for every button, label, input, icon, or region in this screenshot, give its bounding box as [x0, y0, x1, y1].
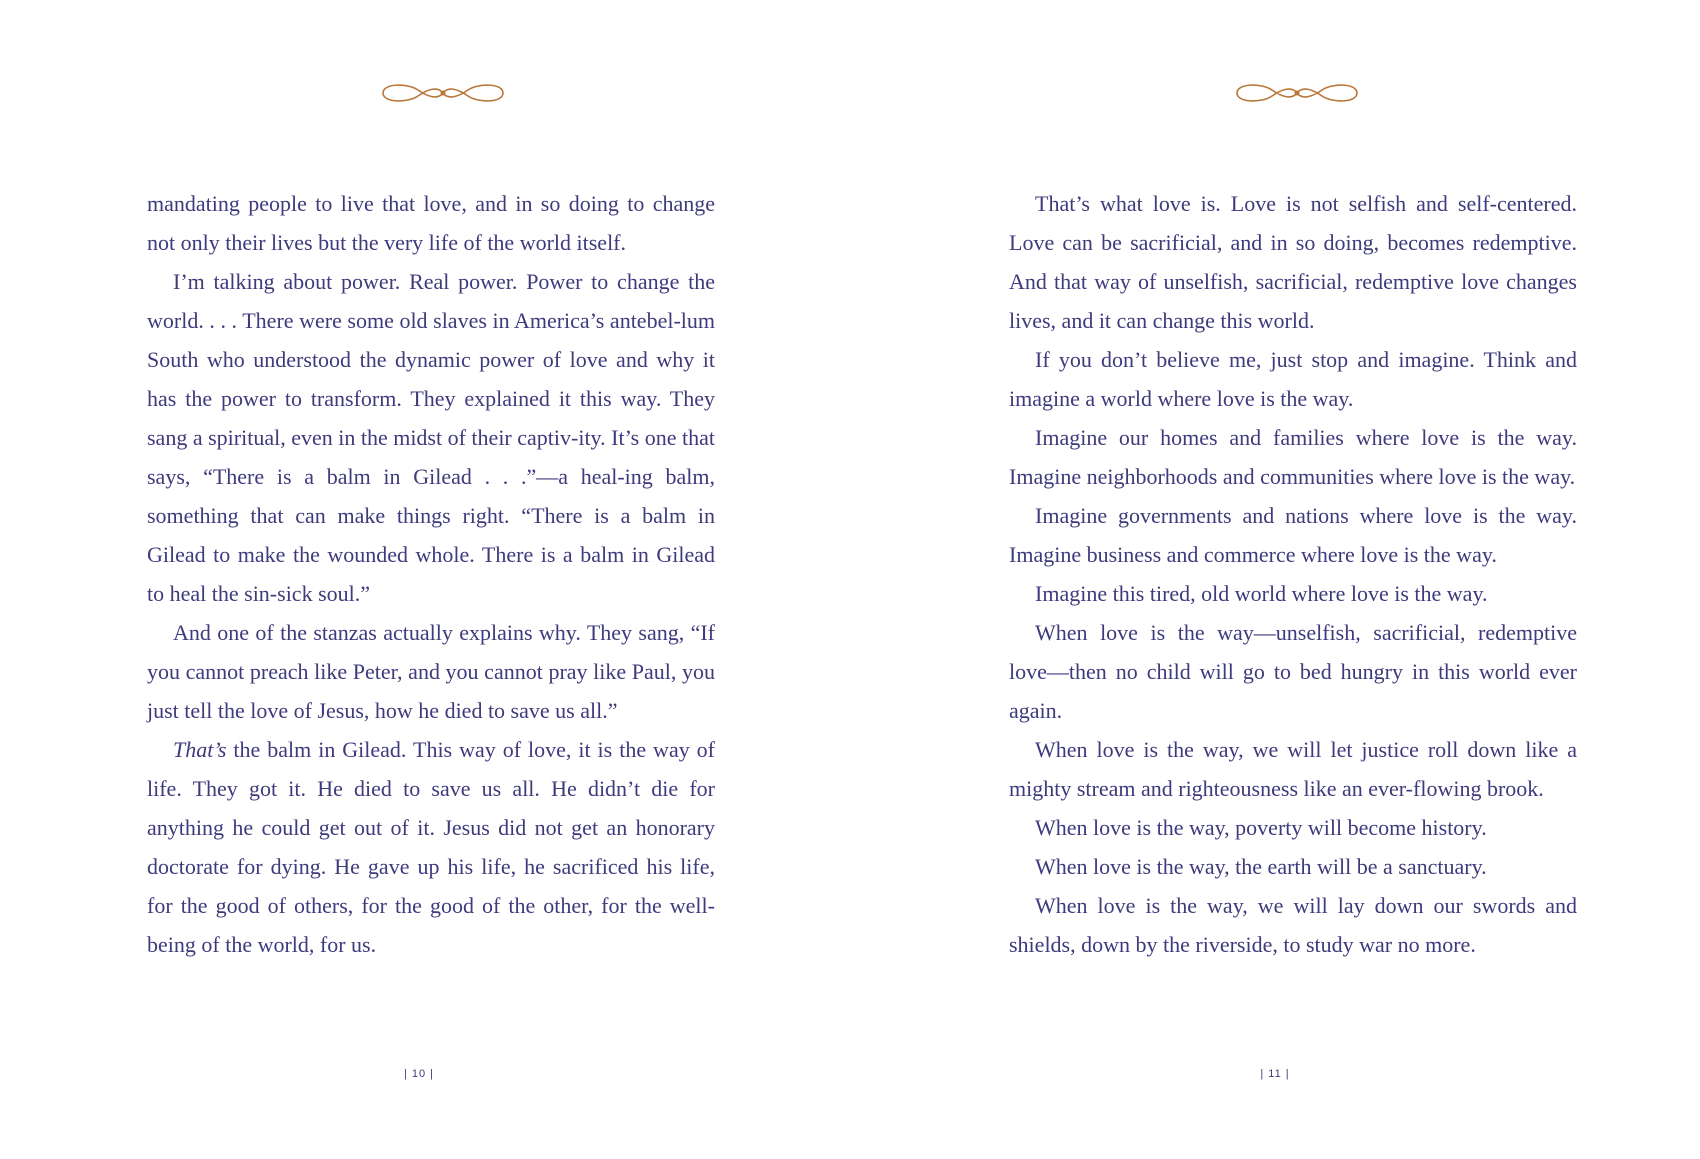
- paragraph-text: the balm in Gilead. This way of love, it is the way of life. They got it. He died to save us all. He didn’t die for anything he could get out of it. Jesus did not get an honorary doctorate for dying. He gave up his life, he sacrificed his life, for the good of others, for the good of the other, for the well-being of the world, for us.: [147, 737, 716, 957]
- paragraph: And one of the stanzas actually explains why. They sang, “If you cannot preach like Peter, and you cannot pray like Paul, you just tell the love of Jesus, how he died to save us all.”: [147, 620, 715, 723]
- paragraph: If you don’t believe me, just stop and imagine. Think and imagine a world where love is the way.: [1009, 347, 1577, 411]
- italic-lead: That’s: [173, 737, 227, 762]
- paragraph: Imagine this tired, old world where love is the way.: [1035, 581, 1488, 606]
- left-page-body: [147, 184, 715, 964]
- page-number: | 11 |: [1260, 1068, 1290, 1080]
- flourish-ornament-icon: [1087, 78, 1507, 108]
- paragraph: I’m talking about power. Real power. Power to change the world. . . . There were some old slaves in America’s antebel-lum South who understood the dynamic power of love and why it has the power to transform. They explained it this way. They sang a spiritual, even in the midst of their captiv-ity. It’s one that says, “There is a balm in Gilead . . .”—a heal-ing balm, something that can make things right. “There is a balm in Gilead to make the wounded whole. There is a balm in Gilead to heal the sin-sick soul.”: [147, 269, 715, 606]
- right-page-body: [1009, 184, 1577, 964]
- paragraph: When love is the way, we will lay down our swords and shields, down by the riverside, to study war no more.: [1009, 893, 1577, 957]
- paragraph: When love is the way, we will let justice roll down like a mighty stream and righteousness like an ever-flowing brook.: [1009, 737, 1577, 801]
- paragraph: mandating people to live that love, and in so doing to change not only their lives but the very life of the world itself.: [147, 191, 715, 255]
- paragraph-with-italic-lead: [147, 730, 715, 964]
- paragraph: Imagine our homes and families where love is the way. Imagine neighborhoods and communities where love is the way.: [1009, 425, 1577, 489]
- right-page: [850, 0, 1700, 1159]
- page-number: | 10 |: [403, 1068, 435, 1080]
- paragraph: When love is the way, poverty will become history.: [1035, 815, 1487, 840]
- paragraph: Imagine governments and nations where love is the way. Imagine business and commerce where love is the way.: [1009, 503, 1577, 567]
- paragraph: That’s what love is. Love is not selfish and self-centered. Love can be sacrificial, and in so doing, becomes redemptive. And that way of unselfish, sacrificial, redemptive love changes lives, and it can change this world.: [1009, 191, 1577, 333]
- flourish-ornament-icon: [233, 78, 653, 108]
- paragraph: When love is the way—unselfish, sacrificial, redemptive love—then no child will go to bed hungry in this world ever again.: [1009, 620, 1577, 723]
- paragraph: When love is the way, the earth will be a sanctuary.: [1035, 854, 1487, 879]
